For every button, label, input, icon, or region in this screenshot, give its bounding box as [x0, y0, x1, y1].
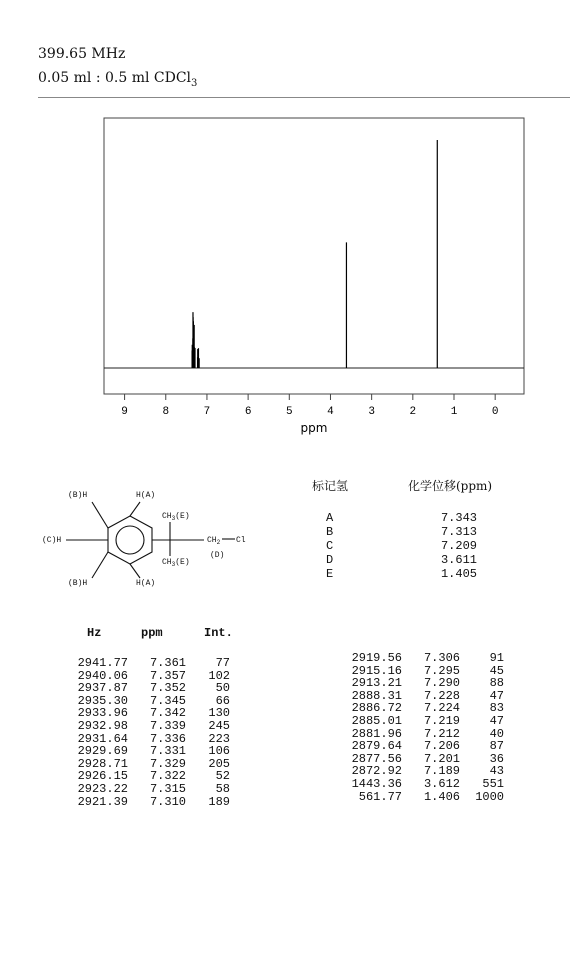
peak-row — [344, 701, 544, 714]
peak-intensity: 50 — [215, 681, 230, 696]
peak-row — [344, 752, 544, 765]
assignment-label: A — [326, 511, 334, 525]
peak-row — [70, 656, 270, 669]
bond-h-b-top — [92, 502, 108, 528]
peak-ppm: 7.342 — [149, 706, 186, 721]
ch2-sub: 2 — [216, 539, 221, 546]
ch3-top-group — [162, 512, 190, 522]
x-tick-label: 5 — [285, 406, 293, 418]
peak-ppm: 7.322 — [149, 769, 186, 784]
peak-row — [344, 727, 544, 740]
peak-intensity: 91 — [489, 651, 504, 665]
peak-intensity: 43 — [489, 764, 504, 779]
peak-hz: 2886.72 — [351, 701, 402, 716]
peak-intensity: 106 — [208, 744, 230, 759]
assignment-shift: 1.405 — [440, 567, 477, 581]
peak-row — [70, 732, 270, 745]
peak-hz: 2921.39 — [77, 794, 128, 809]
ch3-top-sub: 3 — [171, 515, 176, 522]
peak-list-left — [70, 656, 270, 807]
peak-row — [70, 719, 270, 732]
peak-ppm: 7.339 — [149, 718, 186, 733]
peak-row — [70, 782, 270, 795]
assignment-shift: 7.209 — [440, 539, 477, 553]
x-axis-label: ppm — [300, 421, 328, 435]
peak-hz: 2931.64 — [77, 731, 128, 746]
label-b-bottom: (B)H — [68, 579, 88, 588]
x-tick-label: 6 — [244, 406, 252, 418]
peak-intensity: 47 — [489, 688, 504, 703]
peak-ppm: 7.329 — [149, 756, 186, 771]
peak-hz: 2935.30 — [77, 693, 128, 708]
peak-intensity: 58 — [215, 781, 230, 796]
peak-row — [344, 777, 544, 790]
col-int-header: Int. — [204, 626, 233, 640]
peak-row — [344, 676, 544, 689]
peak-intensity: 130 — [208, 706, 230, 721]
x-tick-label: 4 — [327, 406, 334, 418]
x-tick-label: 9 — [121, 406, 128, 418]
peak-intensity: 102 — [208, 668, 230, 683]
peak-intensity: 189 — [208, 794, 230, 809]
peak-hz: 2913.21 — [351, 676, 402, 691]
peak-intensity: 36 — [489, 751, 504, 766]
col-hz-header: Hz — [87, 626, 102, 640]
peak-hz: 2928.71 — [77, 756, 128, 771]
peak-row — [344, 651, 544, 664]
peak-intensity: 83 — [489, 701, 504, 716]
assignment-row — [300, 567, 520, 581]
peak-ppm: 7.306 — [423, 651, 460, 665]
frequency-label: 399.65 MHz — [38, 46, 126, 62]
peak-ppm: 7.201 — [423, 751, 460, 766]
peak-hz: 561.77 — [358, 789, 402, 804]
peak-row — [70, 694, 270, 707]
peak-hz: 1443.36 — [351, 776, 402, 791]
peak-intensity: 551 — [482, 776, 504, 791]
peak-ppm: 7.352 — [149, 681, 186, 696]
x-ticks — [121, 394, 498, 418]
peak-ppm: 7.224 — [423, 701, 460, 716]
peak-ppm: 7.206 — [423, 739, 460, 754]
bond-h-a-top — [130, 502, 140, 516]
peak-ppm: 7.345 — [149, 693, 186, 708]
peak-hz: 2929.69 — [77, 744, 128, 759]
peak-intensity: 47 — [489, 713, 504, 728]
peak-intensity: 245 — [208, 718, 230, 733]
assignment-shift: 7.313 — [440, 525, 477, 539]
x-tick-label: 3 — [368, 406, 375, 418]
label-cl: Cl — [236, 536, 246, 545]
peak-ppm: 7.331 — [149, 744, 186, 759]
assignment-label: E — [326, 567, 334, 581]
peak-row — [344, 689, 544, 702]
peak-intensity: 66 — [215, 693, 230, 708]
peak-row — [70, 706, 270, 719]
plot-frame — [104, 118, 524, 394]
peak-row — [344, 790, 544, 803]
bond-h-b-bottom — [92, 552, 108, 578]
assignment-label: B — [326, 525, 334, 539]
peak-ppm: 1.406 — [423, 789, 460, 804]
peak-intensity: 45 — [489, 663, 504, 678]
peak-ppm: 7.315 — [149, 781, 186, 796]
peaks-group — [192, 140, 437, 368]
col-ppm-header: ppm — [141, 626, 163, 640]
peak-intensity: 40 — [489, 726, 504, 741]
e-bottom-label: (E) — [175, 558, 190, 567]
assignment-row — [300, 525, 520, 539]
assignment-shift: 3.611 — [440, 553, 477, 567]
label-a-bottom: H(A) — [136, 579, 156, 588]
peak-ppm: 7.219 — [423, 713, 460, 728]
aromatic-circle — [116, 526, 144, 554]
peak-ppm: 7.295 — [423, 663, 460, 678]
peak-intensity: 1000 — [475, 789, 504, 804]
benzene-ring — [108, 516, 152, 564]
peak-ppm: 7.357 — [149, 668, 186, 683]
peak-row — [344, 764, 544, 777]
peak-intensity: 223 — [208, 731, 230, 746]
peak-intensity: 52 — [215, 769, 230, 784]
solvent-text: 0.05 ml : 0.5 ml CDCl — [38, 70, 192, 86]
assignment-col-label: 标记氢 — [312, 479, 349, 493]
assignment-label: C — [326, 539, 334, 553]
peak-hz: 2888.31 — [351, 688, 402, 703]
label-c-left: (C)H — [42, 536, 62, 545]
peak-row — [70, 769, 270, 782]
assignment-label: D — [326, 553, 334, 567]
label-d: (D) — [210, 551, 225, 560]
peak-hz: 2941.77 — [77, 656, 128, 670]
x-tick-label: 0 — [491, 406, 499, 418]
x-tick-label: 1 — [450, 406, 458, 418]
label-b-top: (B)H — [68, 491, 88, 500]
peak-ppm: 7.290 — [423, 676, 460, 691]
peak-row — [70, 669, 270, 682]
assignment-row — [300, 553, 520, 567]
solvent-subscript: 3 — [191, 77, 198, 89]
peak-row — [344, 714, 544, 727]
x-tick-label: 8 — [162, 406, 170, 418]
peak-hz: 2881.96 — [351, 726, 402, 741]
peak-intensity: 87 — [489, 739, 504, 754]
peak-ppm: 7.228 — [423, 688, 460, 703]
e-top-label: (E) — [175, 512, 190, 521]
nmr-spectrum-chart — [0, 0, 570, 450]
peak-hz: 2915.16 — [351, 663, 402, 678]
assignment-shift: 7.343 — [440, 511, 477, 525]
ch3-bottom-sub: 3 — [171, 561, 176, 568]
peak-hz: 2877.56 — [351, 751, 402, 766]
peak-hz: 2932.98 — [77, 718, 128, 733]
peak-ppm: 7.336 — [149, 731, 186, 746]
ch2-text: CH — [207, 536, 217, 545]
peak-ppm: 7.189 — [423, 764, 460, 779]
assignment-rows — [300, 511, 520, 581]
peak-ppm: 7.212 — [423, 726, 460, 741]
x-tick-label: 7 — [203, 406, 211, 418]
peak-hz: 2879.64 — [351, 739, 402, 754]
peak-row — [70, 744, 270, 757]
bond-h-a-bottom — [130, 564, 140, 578]
peak-row — [344, 739, 544, 752]
peak-row — [70, 681, 270, 694]
label-a-top: H(A) — [136, 491, 156, 500]
peak-row — [70, 795, 270, 808]
peak-hz: 2926.15 — [77, 769, 128, 784]
peak-ppm: 7.310 — [149, 794, 186, 809]
assignment-row — [300, 539, 520, 553]
peak-row — [344, 664, 544, 677]
peak-ppm: 3.612 — [423, 776, 460, 791]
peak-list-right — [344, 651, 544, 802]
ch3-bottom-text: CH — [162, 558, 172, 567]
peak-hz: 2872.92 — [351, 764, 402, 779]
peak-row — [70, 757, 270, 770]
peak-ppm: 7.361 — [149, 656, 186, 670]
x-tick-label: 2 — [409, 406, 417, 418]
molecule-structure — [36, 478, 306, 608]
peak-hz: 2885.01 — [351, 713, 402, 728]
peak-hz: 2933.96 — [77, 706, 128, 721]
peak-intensity: 77 — [215, 656, 230, 670]
peak-hz: 2923.22 — [77, 781, 128, 796]
peak-intensity: 205 — [208, 756, 230, 771]
peak-intensity: 88 — [489, 676, 504, 691]
peak-hz: 2940.06 — [77, 668, 128, 683]
assignment-col-shift: 化学位移(ppm) — [408, 479, 493, 493]
ch3-top-text: CH — [162, 512, 172, 521]
ch2-group — [207, 536, 221, 546]
assignment-row — [300, 511, 520, 525]
ch3-bottom-group — [162, 558, 190, 568]
peak-hz: 2919.56 — [351, 651, 402, 665]
peak-hz: 2937.87 — [77, 681, 128, 696]
